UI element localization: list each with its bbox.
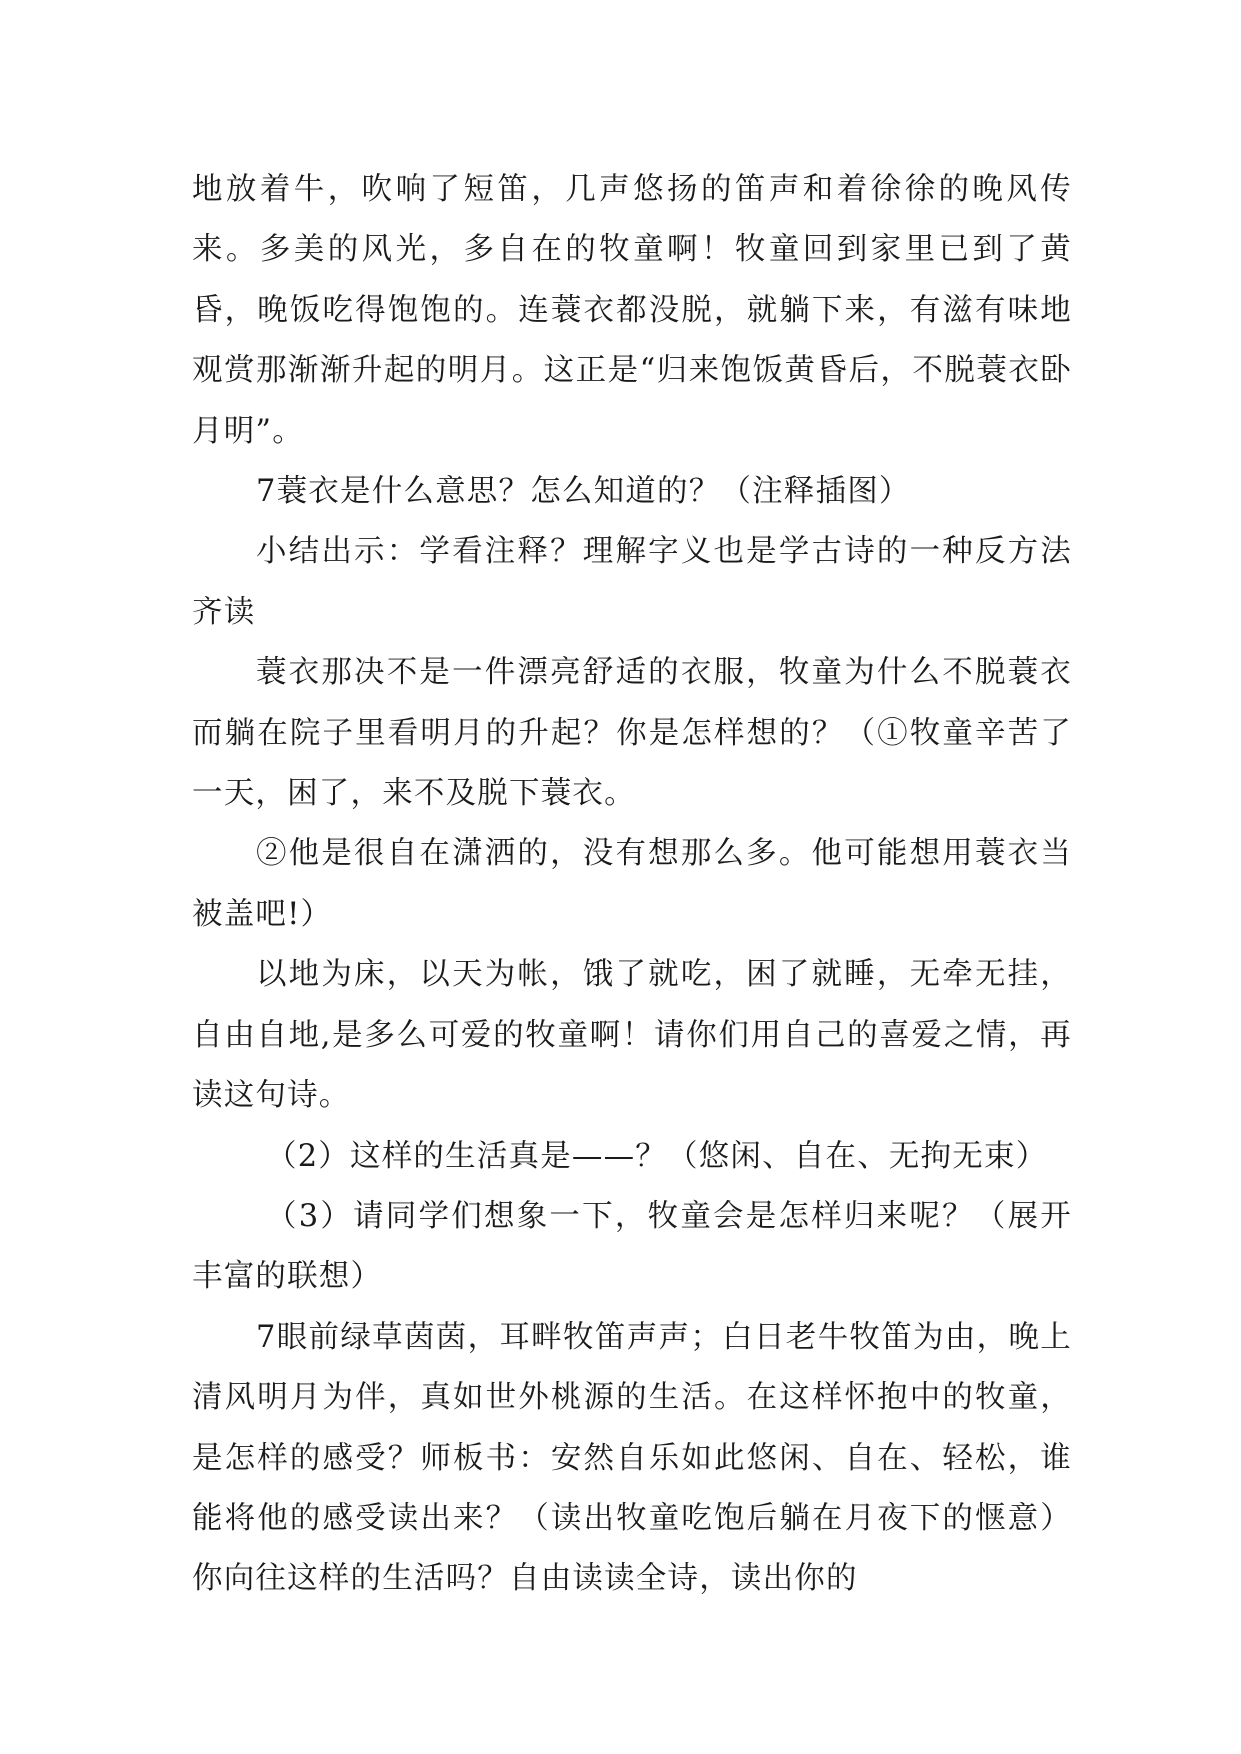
paragraph-answer-two: ②他是很自在潇洒的，没有想那么多。他可能想用蓑衣当被盖吧!） (192, 836, 1072, 932)
paragraph-item-2: （2）这样的生活真是——？（悠闲、自在、无拘无束） (266, 1138, 1048, 1174)
paragraph-scene-description: 7眼前绿草茵茵，耳畔牧笛声声；白日老牛牧笛为由，晚上清风明月为伴，真如世外桃源的生活。在这样怀抱中的牧童，是怎样的感受？师板书：安然自乐如此悠闲、自在、轻松，谁能将他的感受读出来？（读出牧童吃饱后躺在月夜下的惬意）你向往这样的生活吗？自由读读全诗，读出你的 (192, 1319, 1072, 1597)
document-body (192, 160, 1072, 1610)
paragraph-question-suoyi: 7蓑衣是什么意思？怎么知道的？（注释插图） (256, 474, 911, 510)
paragraph-item-3: （3）请同学们想象一下，牧童会是怎样归来呢？（展开丰富的联想） (192, 1198, 1072, 1295)
paragraph-continuation: 地放着牛，吹响了短笛，几声悠扬的笛声和着徐徐的晚风传来。多美的风光，多自在的牧童啊！牧童回到家里已到了黄昏，晚饭吃得饱饱的。连蓑衣都没脱，就躺下来，有滋有味地观赏那渐渐升起的明月。这正是“归来饱饭黄昏后，不脱蓑衣卧月明”。 (192, 172, 1072, 449)
paragraph-reading-prompt: 以地为床，以天为帐，饿了就吃，困了就睡，无牵无挂，自由自地,是多么可爱的牧童啊！请你们用自己的喜爱之情，再读这句诗。 (192, 957, 1072, 1114)
paragraph-discussion: 蓑衣那决不是一件漂亮舒适的衣服，牧童为什么不脱蓑衣而躺在院子里看明月的升起？你是怎样想的？（①牧童辛苦了一天，困了，来不及脱下蓑衣。 (192, 655, 1072, 812)
paragraph-summary: 小结出示：学看注释？理解字义也是学古诗的一种反方法齐读 (192, 534, 1072, 630)
